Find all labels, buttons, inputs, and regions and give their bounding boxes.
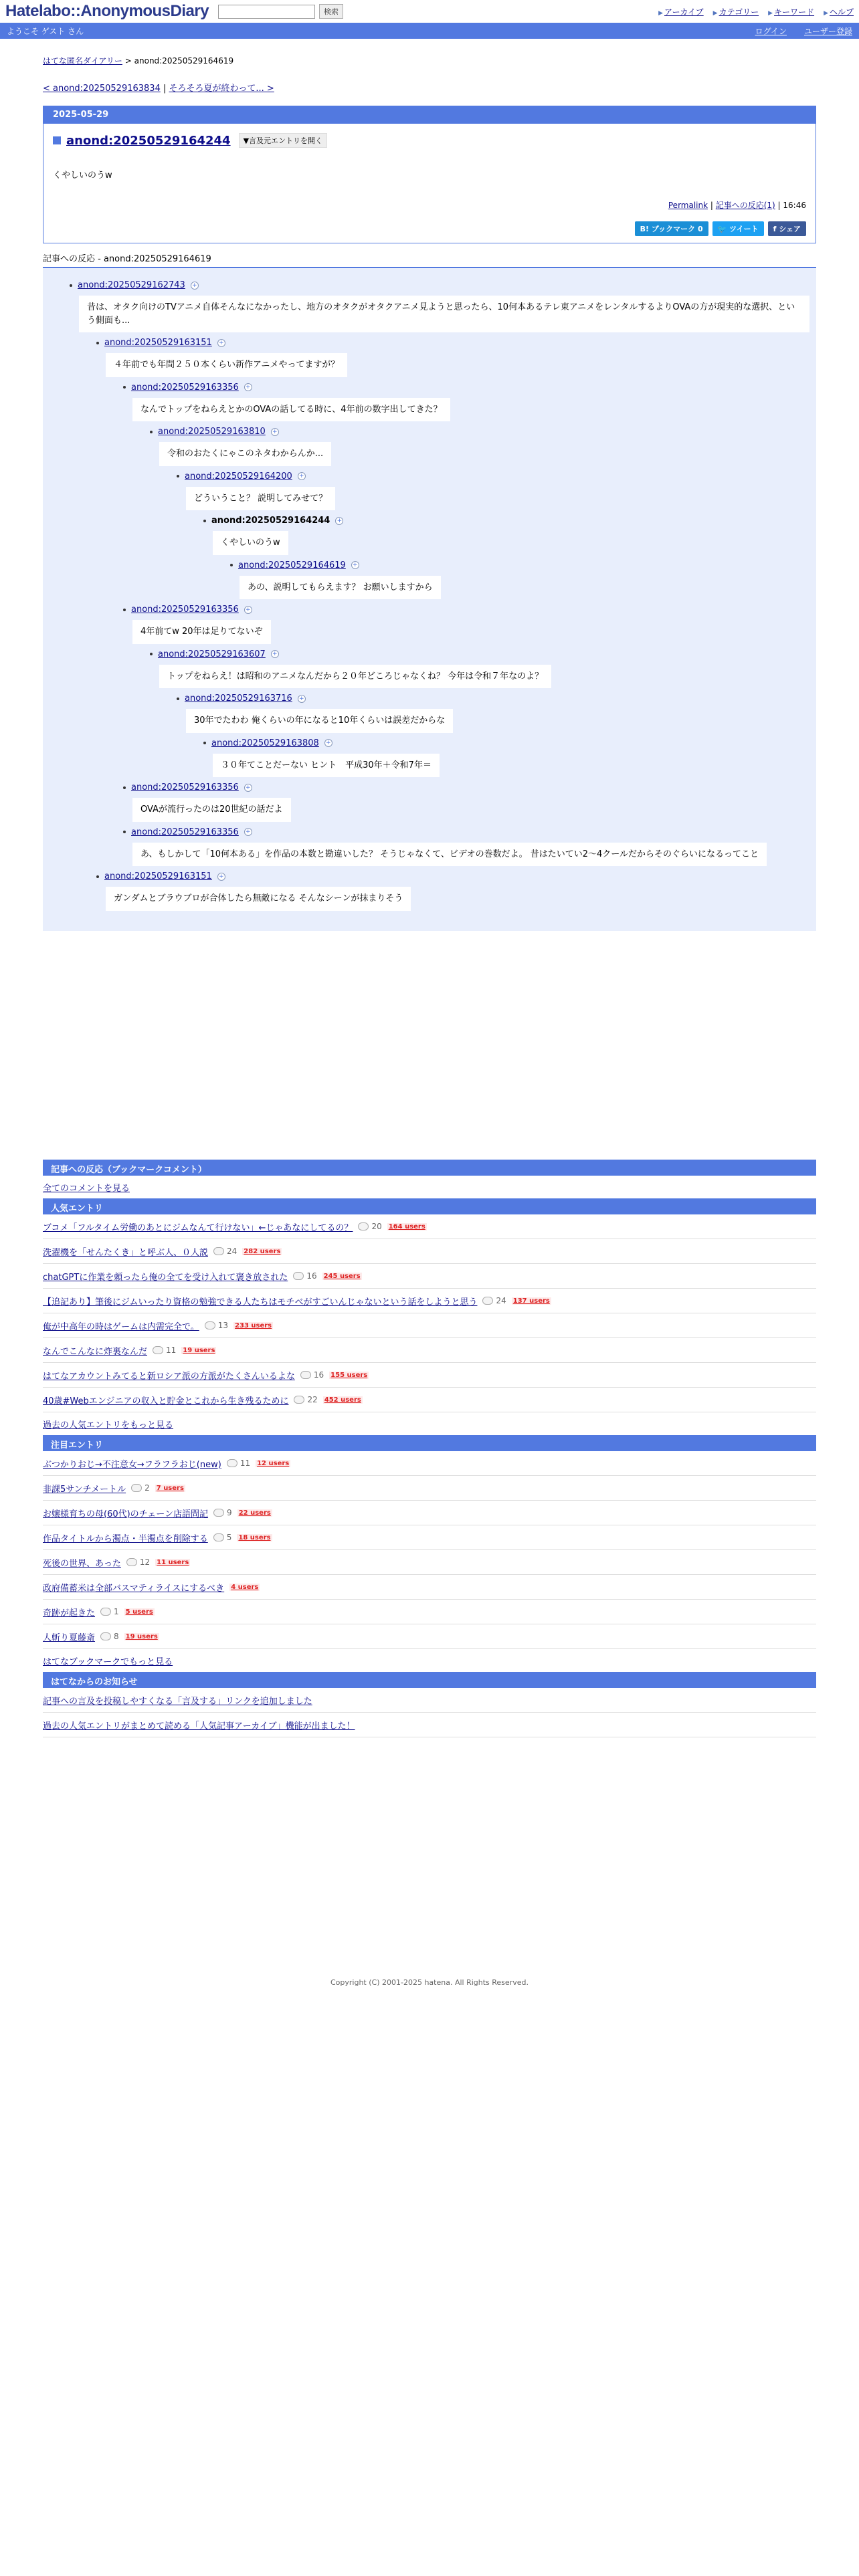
reaction-node — [96, 338, 809, 377]
bird-icon: 🐦 — [717, 225, 730, 233]
expand-icon[interactable]: + — [244, 828, 252, 836]
reaction-link[interactable]: anond:20250529163151 — [104, 871, 212, 881]
entry-list-link[interactable]: なんでこんなに炸裏なんだ — [43, 1346, 148, 1357]
login-link[interactable]: ログイン — [755, 26, 787, 36]
entry-list-item — [43, 1363, 816, 1388]
entry-list-link[interactable]: 洗濯機を「せんたくき」と呼ぶ人、０人説 — [43, 1247, 209, 1258]
comment-count-value: 24 — [496, 1296, 506, 1305]
reaction-link-row — [123, 827, 809, 837]
entry-list-link[interactable]: 作品タイトルから濁点・半濁点を削除する — [43, 1533, 208, 1544]
main-content — [43, 39, 816, 1731]
popular-list — [43, 1214, 816, 1412]
entry-list-item — [43, 1289, 816, 1313]
bookmark-users-badge[interactable]: 452 users — [324, 1396, 361, 1404]
comment-count[interactable] — [100, 1607, 119, 1616]
reaction-link-row — [203, 738, 809, 748]
comment-count-value: 1 — [114, 1607, 119, 1616]
comment-count[interactable] — [300, 1370, 324, 1380]
bookmark-users-badge[interactable]: 164 users — [388, 1222, 425, 1230]
comment-bubble-icon — [205, 1321, 215, 1329]
site-logo[interactable]: Hatelabo::AnonymousDiary — [5, 2, 209, 20]
bookmark-users-badge[interactable]: 233 users — [235, 1321, 272, 1329]
nav-help[interactable] — [824, 6, 854, 17]
diary-body — [43, 124, 816, 243]
reaction-link[interactable]: anond:20250529163356 — [131, 382, 239, 393]
entry-list-item — [43, 1525, 816, 1550]
reaction-excerpt: OVAが流行ったのは20世紀の話だよ — [132, 798, 291, 822]
comment-count[interactable] — [482, 1296, 506, 1305]
entry-list-item — [43, 1501, 816, 1525]
open-mention-button[interactable]: ▼言及元エントリを開く — [239, 133, 327, 148]
comment-bubble-icon — [482, 1297, 493, 1305]
nav-category[interactable] — [713, 6, 759, 17]
register-link[interactable]: ユーザー登録 — [803, 26, 852, 36]
entry-list-link[interactable]: 非課5サンチメートル — [43, 1484, 126, 1495]
bookmark-users-badge[interactable]: 155 users — [330, 1371, 368, 1379]
entry-list-item — [43, 1239, 816, 1264]
entry-list-link[interactable]: 俺が中高年の時はゲームは内需完全で。 — [43, 1321, 199, 1332]
reaction-node — [177, 471, 809, 511]
nav-category-link[interactable]: カテゴリー — [719, 7, 759, 17]
breadcrumb-current: anond:20250529164619 — [134, 56, 234, 66]
reaction-link[interactable]: anond:20250529163808 — [211, 738, 319, 748]
lower-sections — [43, 1160, 816, 1737]
nav-help-link[interactable]: ヘルプ — [829, 7, 854, 17]
bookmark-users-badge[interactable]: 22 users — [238, 1509, 271, 1517]
comment-count-value: 22 — [307, 1395, 318, 1404]
share-row — [53, 221, 806, 236]
bookmark-users-badge[interactable]: 18 users — [238, 1533, 271, 1541]
prev-next-nav — [43, 81, 816, 94]
user-bar — [0, 23, 859, 39]
facebook-icon: f — [773, 225, 779, 233]
entry-list-link[interactable]: お嬢様育ちの母(60代)のチェーン店語問記 — [43, 1509, 209, 1519]
comment-bubble-icon — [213, 1533, 224, 1541]
reaction-link[interactable]: anond:20250529163607 — [158, 649, 266, 659]
comment-count-value: 8 — [114, 1632, 119, 1641]
diary-date: 2025-05-29 — [43, 106, 816, 124]
triangle-icon: ▶ — [712, 9, 718, 17]
entry-list-item — [43, 1338, 816, 1363]
entry-list-link[interactable]: 奇跡が起きた — [43, 1608, 96, 1618]
expand-icon[interactable]: + — [217, 339, 225, 347]
bookmark-users-badge[interactable]: 137 users — [512, 1297, 550, 1305]
entry-list-item — [43, 1550, 816, 1575]
reaction-link[interactable]: anond:20250529163356 — [131, 782, 239, 792]
reaction-link[interactable]: anond:20250529163356 — [131, 827, 239, 837]
reaction-excerpt: ３０年てことだーない ヒント 平成30年＋令和7年＝ — [213, 754, 440, 778]
reaction-link-row — [96, 338, 809, 348]
breadcrumb-home[interactable]: はてな匿名ダイアリー — [43, 56, 122, 66]
notices-heading: はてなからのお知らせ — [43, 1672, 816, 1688]
comment-count-value: 16 — [306, 1271, 317, 1281]
expand-icon[interactable]: + — [271, 428, 279, 436]
expand-icon[interactable]: + — [271, 650, 279, 658]
expand-icon[interactable]: + — [335, 517, 343, 525]
top-bar — [0, 0, 859, 23]
expand-icon[interactable]: + — [298, 472, 306, 480]
entry-list-item — [43, 1388, 816, 1412]
triangle-icon: ▶ — [768, 9, 773, 17]
reaction-excerpt: 30年でたわわ 俺くらいの年になると10年くらいは誤差だからな — [186, 709, 453, 733]
expand-icon[interactable]: + — [351, 561, 359, 569]
all-comments-link[interactable]: 全てのコメントを見る — [43, 1183, 130, 1194]
comment-bubble-icon — [300, 1371, 311, 1379]
reaction-link-row — [177, 693, 809, 704]
comment-count-value: 13 — [217, 1321, 229, 1330]
facebook-share-button[interactable] — [768, 221, 806, 236]
bookmark-users-badge[interactable]: 11 users — [157, 1558, 189, 1566]
reaction-excerpt: どういうこと？ 説明してみせて？ — [186, 487, 335, 511]
comment-count-value: 12 — [139, 1558, 151, 1567]
fb-label: シェア — [779, 225, 801, 233]
reactions-link[interactable]: 記事への反応(1) — [715, 201, 775, 210]
expand-icon[interactable]: + — [298, 695, 306, 703]
comment-count-value: 24 — [227, 1247, 237, 1256]
comment-bubble-icon — [126, 1558, 137, 1566]
entry-list-item — [43, 1624, 816, 1649]
notice-link[interactable]: 記事への言及を投稿しやすくなる「言及する」リンクを追加しました — [43, 1696, 312, 1707]
comment-bubble-icon — [100, 1632, 111, 1640]
nav-keyword[interactable] — [768, 6, 814, 17]
notice-item — [43, 1713, 816, 1737]
comment-bubble-icon — [131, 1484, 142, 1492]
comment-count-value: 11 — [166, 1346, 177, 1355]
reaction-excerpt: 昔は、オタク向けのTVアニメ自体そんなになかったし、地方のオタクがオタクアニメ見ようと思ったら、10何本あるテレ東アニメをレンタルするよりOVAの方が現実的な選択、という側面も... — [79, 296, 809, 332]
expand-icon[interactable]: + — [324, 739, 332, 747]
entry-list-link[interactable]: ぶつかりおじ→不注意女→フラフラおじ(new) — [43, 1459, 221, 1470]
tweet-label: ツイート — [729, 225, 759, 233]
reaction-link[interactable]: anond:20250529162743 — [78, 280, 185, 290]
triangle-icon: ▶ — [824, 9, 828, 17]
reaction-node — [177, 693, 809, 733]
bookmark-comments-heading: 記事への反応（ブックマークコメント） — [43, 1160, 816, 1176]
comment-count[interactable] — [213, 1508, 232, 1517]
expand-icon[interactable]: + — [244, 784, 252, 792]
comment-bubble-icon — [227, 1459, 237, 1467]
notice-link[interactable]: 過去の人気エントリがまとめて読める「人気記事アーカイブ」機能が出ました！ — [43, 1721, 355, 1731]
reaction-link[interactable]: anond:20250529163810 — [158, 427, 266, 437]
reaction-node — [203, 516, 809, 555]
reaction-link-row — [150, 649, 809, 659]
reaction-excerpt: 令和のおたくにゃこのネタわからんか... — [159, 442, 331, 466]
reaction-node — [123, 383, 809, 422]
reaction-node — [150, 427, 809, 466]
reaction-link-row — [203, 516, 809, 526]
reaction-link-row — [230, 560, 809, 570]
bookmark-users-badge[interactable]: 282 users — [244, 1247, 281, 1255]
entry-time: 16:46 — [783, 201, 806, 210]
notice-item — [43, 1688, 816, 1713]
reaction-node — [150, 649, 809, 689]
entry-list-item — [43, 1575, 816, 1600]
comment-count[interactable] — [205, 1321, 228, 1330]
entry-list-link[interactable]: 【追記あり】筆後にジムいったり資格の勉強できる人たちはモチベがすごいんじゃないという話をしようと思う — [43, 1297, 478, 1307]
reaction-link-row — [70, 280, 809, 290]
popular-heading: 人気エントリ — [43, 1198, 816, 1214]
comment-bubble-icon — [213, 1509, 224, 1517]
bookmark-users-badge[interactable]: 12 users — [257, 1459, 290, 1467]
entry-list-link[interactable]: 人斬り夏藤斎 — [43, 1632, 96, 1643]
breadcrumb — [43, 55, 816, 66]
reaction-link[interactable]: anond:20250529164619 — [238, 560, 346, 570]
entry-list-item — [43, 1214, 816, 1239]
expand-icon[interactable]: + — [244, 606, 252, 614]
entry-list-link[interactable]: 死後の世界、あった — [43, 1558, 121, 1569]
reaction-node — [123, 827, 809, 867]
bookmark-users-badge[interactable]: 245 users — [323, 1272, 361, 1280]
reaction-excerpt: 4年前てw 20年は足りてないぞ — [132, 620, 271, 644]
entry-list-item — [43, 1264, 816, 1289]
prev-next-sep: | — [163, 84, 167, 94]
expand-icon[interactable]: + — [191, 282, 199, 290]
comment-bubble-icon — [293, 1272, 304, 1280]
expand-icon[interactable]: + — [217, 873, 225, 881]
reaction-node — [123, 782, 809, 822]
reaction-excerpt: トップをねらえ！は昭和のアニメなんだから２０年どころじゃなくね？ 今年は令和７年なのよ？ — [159, 665, 551, 689]
reaction-link-row — [96, 871, 809, 881]
comment-bubble-icon — [100, 1608, 111, 1616]
square-icon — [53, 136, 61, 144]
comment-count[interactable] — [227, 1459, 250, 1468]
comment-count-value: 9 — [227, 1508, 232, 1517]
expand-icon[interactable]: + — [244, 383, 252, 391]
notices-list — [43, 1688, 816, 1737]
next-entry-link[interactable]: そろそろ夏が終わって... > — [169, 84, 274, 94]
comment-count-value: 20 — [371, 1222, 382, 1231]
notable-list — [43, 1451, 816, 1649]
search-button[interactable]: 検索 — [319, 4, 343, 19]
reaction-link-row — [177, 471, 809, 481]
reaction-excerpt: ガンダムとブラウブロが合体したら無敵になる そんなシーンが抹まりそう — [106, 887, 411, 911]
reaction-link-row — [123, 782, 809, 792]
reaction-link[interactable]: anond:20250529163716 — [185, 693, 292, 704]
reaction-excerpt: くやしいのうw — [213, 531, 288, 555]
comment-count[interactable] — [100, 1632, 119, 1641]
reaction-link-row — [150, 427, 809, 437]
comment-bubble-icon — [358, 1222, 369, 1230]
comment-bubble-icon — [294, 1396, 304, 1404]
entry-meta: Permalink | 記事への反応(1) | 16:46 — [668, 201, 806, 210]
entry-list-link[interactable]: はてなアカウントみてると新ロシア派の方派がたくさんいるよな — [43, 1371, 295, 1382]
reactions-heading: 記事への反応 - anond:20250529164619 — [43, 251, 816, 268]
reaction-excerpt: なんでトップをねらえとかのOVAの話してる時に、4年前の数字出してきた？ — [132, 398, 450, 422]
entry-title-row — [53, 133, 806, 148]
comment-count[interactable] — [213, 1533, 232, 1542]
reaction-link[interactable]: anond:20250529164244 — [211, 516, 330, 526]
reaction-node — [123, 605, 809, 644]
reaction-node — [96, 871, 809, 911]
bookmark-users-badge[interactable]: 19 users — [125, 1632, 158, 1640]
nav-archive[interactable] — [658, 6, 704, 17]
comment-count[interactable] — [126, 1558, 150, 1567]
entry-list-item — [43, 1451, 816, 1476]
comment-count[interactable] — [358, 1222, 381, 1231]
comment-count[interactable] — [213, 1247, 237, 1256]
entry-list-item — [43, 1476, 816, 1501]
reaction-node — [230, 560, 809, 600]
comment-count-value: 5 — [226, 1533, 232, 1542]
reaction-link[interactable]: anond:20250529164200 — [185, 471, 292, 481]
diary-entry — [43, 106, 816, 243]
reaction-link[interactable]: anond:20250529163151 — [104, 338, 212, 348]
footer: Copyright (C) 2001-2025 hatena. All Rights Reserved. — [330, 1978, 529, 1987]
comment-bubble-icon — [213, 1247, 224, 1255]
triangle-icon: ▶ — [658, 9, 663, 17]
reaction-link-row — [123, 383, 809, 393]
entry-title[interactable]: anond:20250529164244 — [66, 133, 231, 148]
reaction-excerpt: ４年前でも年間２５０本くらい新作アニメやってますが？ — [106, 353, 347, 377]
bookmark-users-badge[interactable]: 4 users — [231, 1583, 259, 1591]
entry-list-link[interactable]: 政府備蓄米は全部バスマティライスにするべき — [43, 1583, 225, 1594]
search-input[interactable] — [218, 5, 315, 19]
reaction-excerpt: あの、説明してもらえます？ お願いしますから — [240, 576, 441, 600]
bookmark-users-badge[interactable]: 19 users — [183, 1346, 215, 1354]
comment-bubble-icon — [153, 1346, 163, 1354]
entry-list-item — [43, 1600, 816, 1624]
notable-more-row — [43, 1649, 816, 1672]
comment-count[interactable] — [294, 1395, 317, 1404]
reaction-link[interactable]: anond:20250529163356 — [131, 605, 239, 615]
popular-more-row — [43, 1412, 816, 1435]
notable-more-link[interactable]: はてなブックマークでもっと見る — [43, 1656, 173, 1667]
comment-count-value: 11 — [240, 1459, 251, 1468]
nav-keyword-link[interactable]: キーワード — [774, 7, 815, 17]
comment-count[interactable] — [293, 1271, 316, 1281]
comment-count-value: 2 — [145, 1483, 150, 1493]
breadcrumb-sep: > — [124, 56, 132, 66]
tweet-button[interactable] — [712, 221, 764, 236]
reaction-node — [70, 280, 809, 332]
comment-count[interactable] — [131, 1483, 150, 1493]
entry-list-link[interactable]: 40歳#Webエンジニアの収入と貯金とこれから生き残るために — [43, 1396, 289, 1406]
permalink[interactable]: Permalink — [668, 201, 708, 210]
welcome-text: ようこそ ゲスト さん — [7, 26, 84, 36]
reaction-tree — [43, 268, 816, 931]
comment-count[interactable] — [153, 1346, 176, 1355]
comment-count-value: 16 — [313, 1370, 324, 1380]
bookmark-button[interactable]: B! ブックマーク 0 — [635, 221, 708, 236]
nav-archive-link[interactable]: アーカイブ — [664, 7, 704, 17]
entry-list-item — [43, 1313, 816, 1338]
reaction-link-row — [123, 605, 809, 615]
all-comments-row — [43, 1176, 816, 1198]
entry-list-link[interactable]: ブコメ「フルタイム労働のあとにジムなんて行けない」←じゃあなにしてるの？ — [43, 1222, 353, 1233]
prev-entry-link[interactable]: < anond:20250529163834 — [43, 84, 161, 94]
reaction-node — [203, 738, 809, 778]
notable-heading: 注目エントリ — [43, 1435, 816, 1451]
entry-list-link[interactable]: chatGPTに作業を頼ったら俺の全てを受け入れて褒き放された — [43, 1272, 288, 1283]
top-links — [658, 6, 854, 17]
entry-text: くやしいのうw — [53, 171, 112, 181]
popular-more-link[interactable]: 過去の人気エントリをもっと見る — [43, 1420, 174, 1430]
bookmark-users-badge[interactable]: 7 users — [156, 1484, 184, 1492]
bookmark-users-badge[interactable]: 5 users — [125, 1608, 153, 1616]
reaction-excerpt: あ、もしかして「10何本ある」を作品の本数と勘違いした？ そうじゃなくて、ビデオの巻数だよ。 昔はたいてい2〜4クールだからそのぐらいになるってこと — [132, 843, 767, 867]
